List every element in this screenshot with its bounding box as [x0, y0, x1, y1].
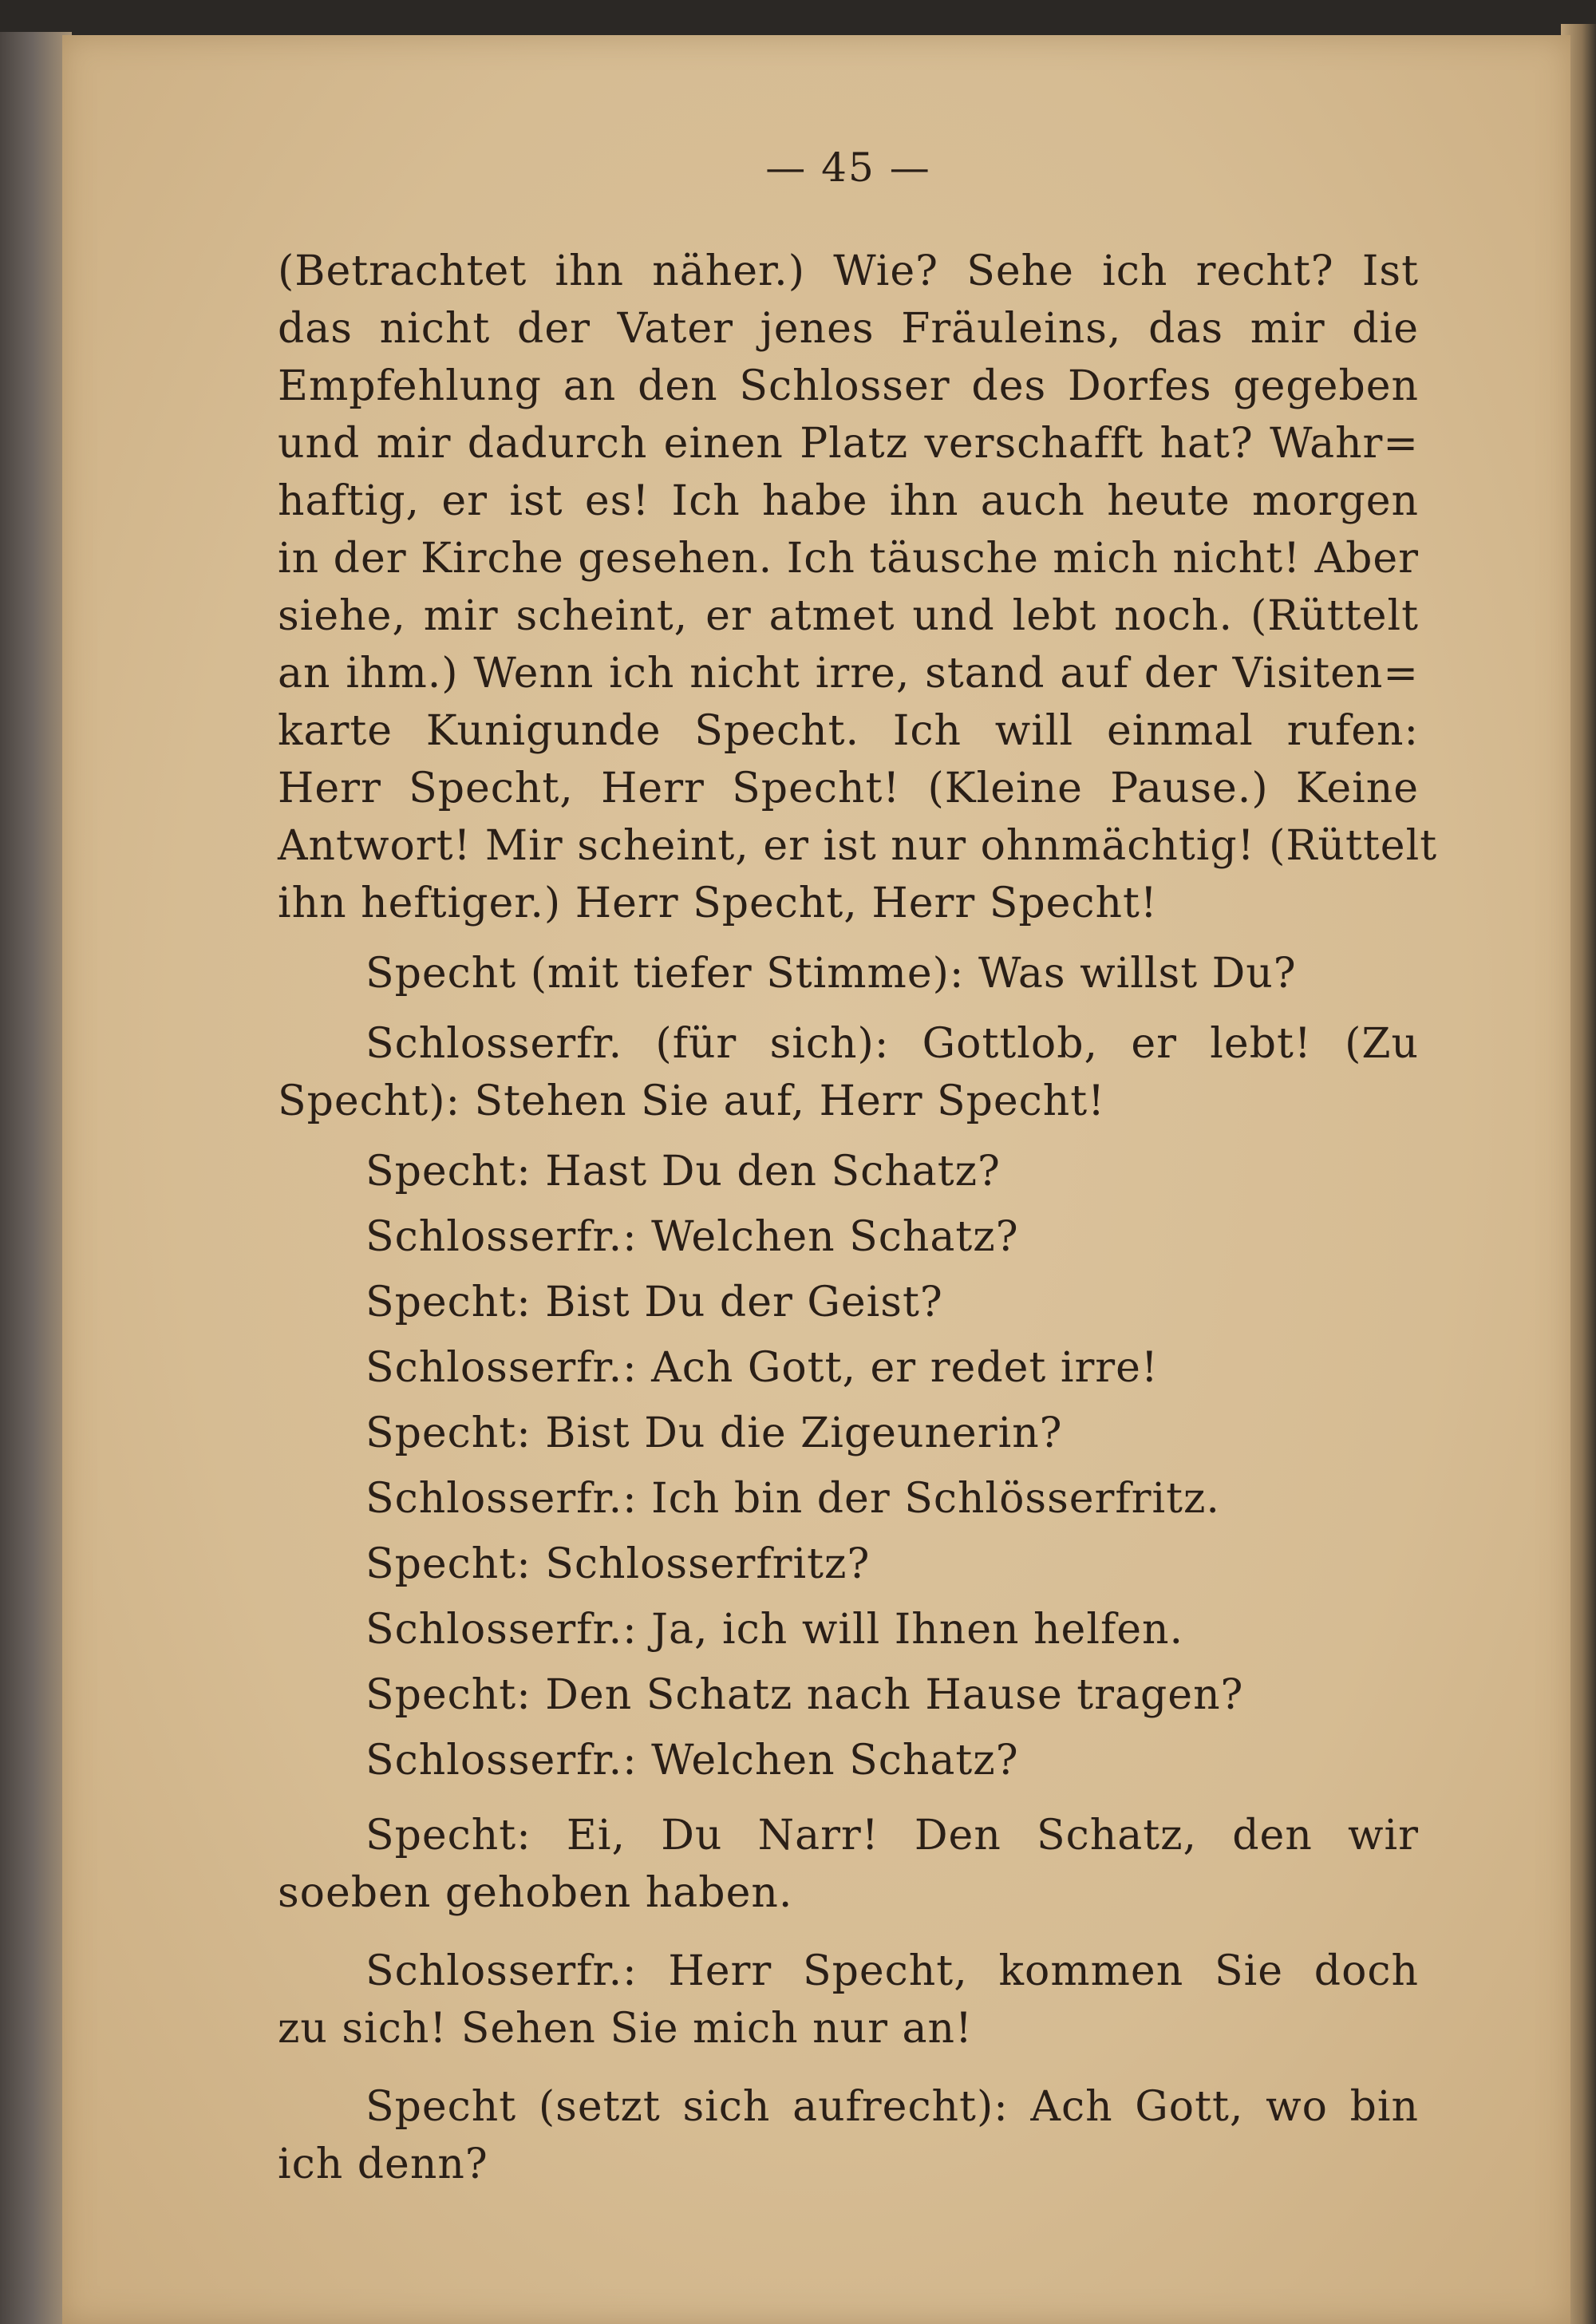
dialogue-line: Schlosserfr.: Ach Gott, er redet irre!: [365, 1344, 1159, 1392]
text-line: Specht): Stehen Sie auf, Herr Specht!: [278, 1077, 1106, 1125]
dialogue-line: Specht: Bist Du die Zigeunerin?: [365, 1409, 1063, 1457]
text-line: haftig, er ist es! Ich habe ihn auch heute morgen: [278, 477, 1419, 525]
text-line: zu sich! Sehen Sie mich nur an!: [278, 2005, 973, 2053]
book-page: [62, 35, 1570, 2324]
dialogue-line: Schlosserfr.: Ja, ich will Ihnen helfen.: [365, 1606, 1184, 1654]
text-line: Herr Specht, Herr Specht! (Kleine Pause.) Keine: [278, 765, 1419, 812]
text-line: und mir dadurch einen Platz verschafft hat? Wahr=: [278, 420, 1419, 468]
dialogue-line: Specht: Den Schatz nach Hause tragen?: [365, 1671, 1244, 1719]
dialogue-line: Specht (setzt sich aufrecht): Ach Gott, wo bin: [365, 2083, 1419, 2131]
book-binding: [0, 32, 72, 2324]
text-line: karte Kunigunde Specht. Ich will einmal rufen:: [278, 707, 1419, 755]
dialogue-line: Specht (mit tiefer Stimme): Was willst Du?: [365, 950, 1297, 998]
dialogue-line: Specht: Schlosserfritz?: [365, 1540, 871, 1588]
dialogue-line: Schlosserfr.: Welchen Schatz?: [365, 1213, 1019, 1261]
text-line: siehe, mir scheint, er atmet und lebt noch. (Rüttelt: [278, 592, 1419, 640]
dialogue-line: Schlosserfr.: Welchen Schatz?: [365, 1737, 1019, 1785]
text-line: an ihm.) Wenn ich nicht irre, stand auf der Visiten=: [278, 650, 1419, 698]
dialogue-line: Specht: Bist Du der Geist?: [365, 1279, 943, 1326]
dialogue-line: Specht: Ei, Du Narr! Den Schatz, den wir: [365, 1812, 1419, 1860]
dialogue-line: Schlosserfr.: Herr Specht, kommen Sie doch: [365, 1947, 1419, 1995]
dialogue-line: Schlosserfr.: Ich bin der Schlösserfritz.: [365, 1475, 1220, 1523]
text-line: ich denn?: [278, 2140, 488, 2188]
dialogue-line: Specht: Hast Du den Schatz?: [365, 1148, 1001, 1196]
text-line: in der Kirche gesehen. Ich täusche mich nicht! Aber: [278, 535, 1419, 583]
text-line: Antwort! Mir scheint, er ist nur ohnmächtig! (Rüttelt: [278, 822, 1438, 870]
dialogue-line: Schlosserfr. (für sich): Gottlob, er lebt! (Zu: [365, 1020, 1419, 1068]
page-number: — 45 —: [765, 144, 931, 191]
text-line: soeben gehoben haben.: [278, 1869, 793, 1917]
text-line: (Betrachtet ihn näher.) Wie? Sehe ich recht? Ist: [278, 247, 1419, 295]
text-line: Empfehlung an den Schlosser des Dorfes gegeben: [278, 362, 1419, 410]
text-line: ihn heftiger.) Herr Specht, Herr Specht!: [278, 879, 1158, 927]
text-line: das nicht der Vater jenes Fräuleins, das mir die: [278, 305, 1419, 353]
